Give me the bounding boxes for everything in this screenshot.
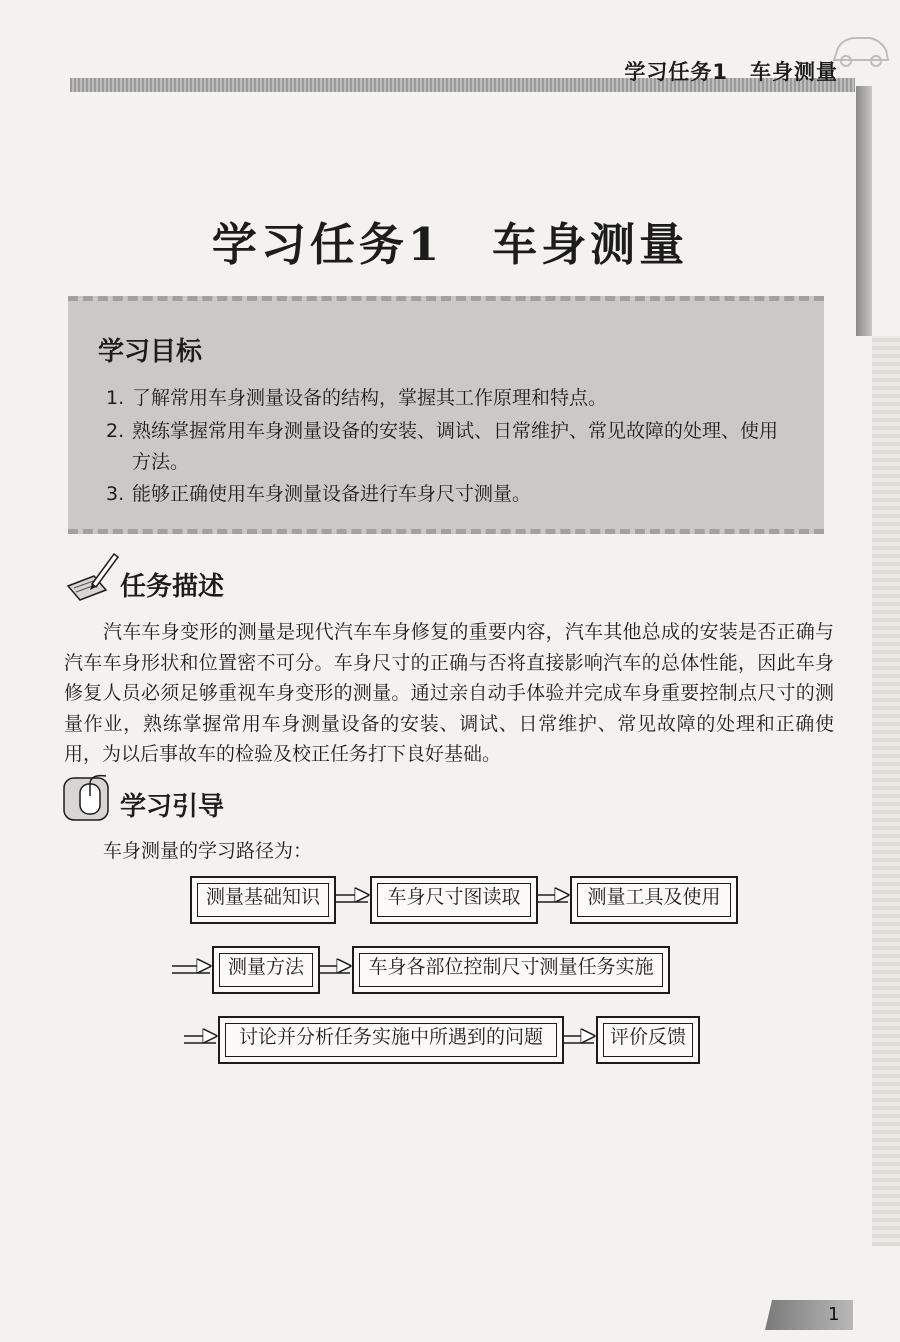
page-number: 1: [828, 1304, 840, 1325]
flow-step-implementation: 车身各部位控制尺寸测量任务实施: [352, 946, 670, 994]
objective-item: 1. 了解常用车身测量设备的结构，掌握其工作原理和特点。: [106, 387, 608, 409]
flow-step-methods: 测量方法: [212, 946, 320, 994]
flow-step-basics: 测量基础知识: [190, 876, 336, 924]
task-description-text: 汽车车身变形的测量是现代汽车车身修复的重要内容，汽车其他总成的安装是否正确与汽车车身形状和位置密不可分。车身尺寸的正确与否将直接影响汽车的总体性能，因此车身修复人员必须足够重视车身变形的测量。通过亲自动手体验并完成车身重要控制点尺寸的测量作业，熟练掌握常用车身测量设备的安装、调试、日常维护、常见故障的处理和正确使用，为以后事故车的检验及校正任务打下良好基础。: [64, 621, 834, 765]
objective-item: 2. 熟练掌握常用车身测量设备的安装、调试、日常维护、常见故障的处理、使用 方法。: [106, 420, 779, 473]
flow-step-tools: 测量工具及使用: [570, 876, 738, 924]
header-task: 学习任务1: [624, 60, 728, 84]
header-title: 车身测量: [750, 60, 838, 84]
flow-step-discussion: 讨论并分析任务实施中所遇到的问题: [218, 1016, 564, 1064]
learning-guide-heading: 学习引导: [120, 792, 225, 822]
objective-item: 3. 能够正确使用车身测量设备进行车身尺寸测量。: [106, 483, 532, 505]
flow-step-evaluation: 评价反馈: [596, 1016, 700, 1064]
page-title: 学习任务1 车身测量: [211, 218, 689, 271]
flow-step-read-diagram: 车身尺寸图读取: [370, 876, 538, 924]
page-number-tab: [765, 1300, 853, 1330]
objectives-heading: 学习目标: [98, 337, 203, 367]
learning-path-intro: 车身测量的学习路径为：: [103, 840, 313, 862]
task-description-heading: 任务描述: [120, 572, 225, 602]
